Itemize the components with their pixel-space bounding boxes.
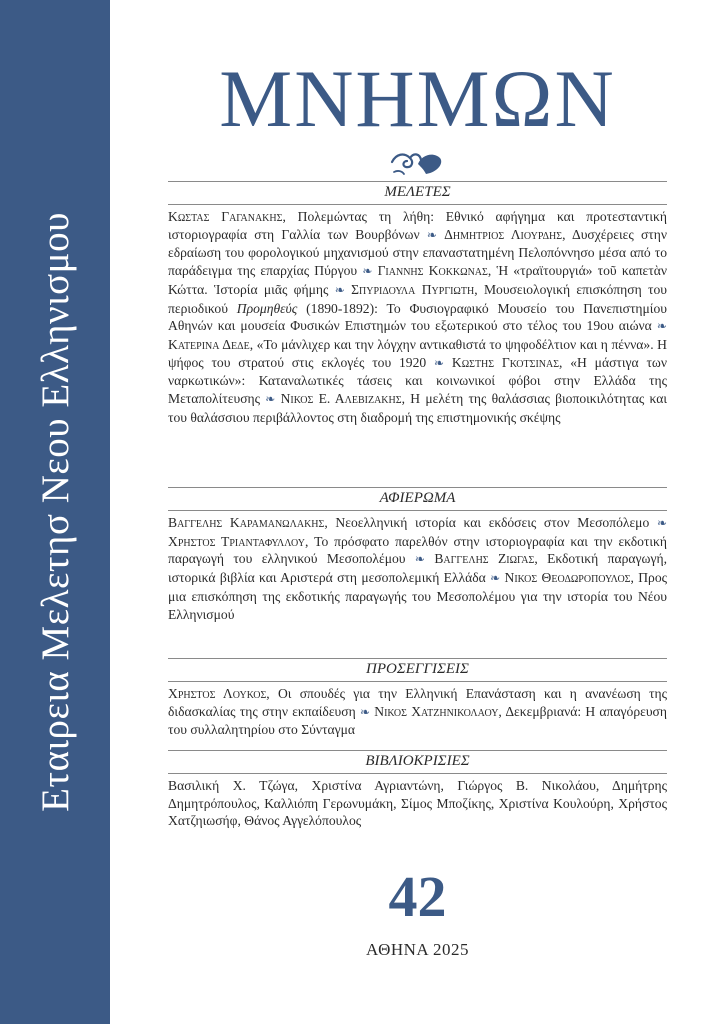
article-title: Η μελέτη της θαλάσσιας βιοποικιλότητας και του θαλάσσιου περιβάλλοντος στη διαδρομή της επιστημονικής σκέψης [168, 391, 667, 425]
author-name: Χρηστοσ Λουκοσ [168, 686, 267, 701]
section-title-vivliokrisies: ΒΙΒΛΙΟΚΡΙΣΙΕΣ [365, 753, 470, 769]
article-title: Εκδοτική παραγωγή, ιστορικά βιβλία και Αριστερά στη μεσοπολεμική Ελλάδα [168, 551, 667, 586]
author-name: Νικοσ Ε. Αλεβιζακησ [280, 391, 402, 407]
section-divider [168, 181, 667, 182]
article-title: Οι σπουδές για την Ελληνική Επανάσταση και η ανανέωση της διδασκαλίας της στην εκπαίδευση [168, 686, 667, 719]
article-title: Μουσειολογική επισκόπηση του περιοδικού [168, 281, 668, 316]
section-title-proseggiseis: ΠΡΟΣΕΓΓΙΣΕΙΣ [366, 661, 469, 677]
leaf-separator-icon: ❧ [265, 392, 276, 407]
article-title: Προς μια επισκόπηση της εκδοτικής παραγωγής του Μεσοπολέμου για την ιστορία του Νέου Ελληνισμού [168, 570, 668, 622]
article-title: «Η μάστιγα των ναρκωτικών»: Καταναλωτικές τάσεις και κοινωνικοί φόβοι στην Ελλάδα της Μεταπολίτευσης [168, 354, 668, 407]
section-divider [168, 658, 667, 659]
leaf-separator-icon: ❧ [426, 227, 437, 242]
leaf-separator-icon: ❧ [656, 516, 668, 530]
author-name: Χρηστοσ Τριανταφυλλου [168, 533, 305, 549]
sidebar-band [0, 0, 110, 1024]
author-name: Βαγγελησ Ζιωγασ [434, 551, 535, 567]
article-title: Ἡ «τραϊτουργιά» τοῦ καπετὰν Κώττα. Ἱστορία μιᾶς φήμης [168, 263, 667, 297]
afieroma-contents: Βαγγελησ Καραμανωλακησ, Νεοελληνική ιστορία και εκδόσεις στον Μεσοπόλεμο ❧ Χρηστοσ Τριανταφυλλου, Το πρόσφατο παρελθόν στην ιστοριογραφία και την εκδοτική παραγωγή του ελληνικού Μεσοπολέμου ❧ Βαγγελησ Ζιωγασ, Εκδοτική παραγωγή, ιστορικά βιβλία και Αριστερά στη μεσοπολεμική Ελλάδα ❧ Νικοσ Θεοδωροπουλοσ, Προς μια επισκόπηση της εκδοτικής παραγωγής του Μεσοπολέμου για την ιστορία του Νέου Ελληνισμού [168, 515, 668, 622]
author-name: Σπυριδουλα Πυργιωτη [351, 281, 475, 297]
periodical-title: Προμηθεύς [236, 300, 298, 316]
section-title-afieroma: ΑΦΙΕΡΩΜΑ [379, 490, 456, 506]
leaf-separator-icon: ❧ [359, 704, 371, 719]
author-name: Κατερινα Δεδε [168, 336, 250, 352]
section-title-meletes: ΜΕΛΕΤΕΣ [384, 184, 451, 200]
leaf-separator-icon: ❧ [414, 552, 425, 567]
article-title: (1890-1892): Το Φυσιογραφικό Μουσείο του Πανεπιστημίου Αθηνών και μουσεία Φυσικών Επιστημών του εξωτερικού στο τέλος του 19ου αιώνα [168, 300, 667, 334]
issue-place-year: ΑΘΗΝΑ 2025 [366, 940, 469, 959]
leaf-separator-icon: ❧ [656, 319, 667, 334]
author-name: Νικοσ Θεοδωροπουλοσ [504, 570, 631, 586]
proseggiseis-contents: Χρηστοσ Λουκοσ, Οι σπουδές για την Ελληνική Επανάσταση και η ανανέωση της διδασκαλίας της στην εκπαίδευση ❧ Νικοσ Χατζηνικολαου, Δεκεμβριανά: Η απαγόρευση του συλλαλητηρίου στο Σύνταγμα [168, 686, 667, 738]
author-name: Κωστησ Γκοτσινασ [451, 354, 560, 370]
journal-title: ΜΝΗΜΩΝ [219, 53, 616, 144]
book-reviewers: Βασιλική Χ. Τζώγα, Χριστίνα Αγριαντώνη, Γιώργος Β. Νικολάου, Δημήτρης Δημητρόπουλος, Καλλιόπη Γερωνυμάκη, Σίμος Μποζίκης, Χριστίνα Κουλούρη, Χρήστος Χατζηιωσήφ, Θάνος Αγγελόπουλος [168, 778, 667, 829]
society-name: Εταιρεια Μελετησ Νεου Ελληνισμου [33, 212, 77, 812]
author-name: Βαγγελησ Καραμανωλακησ [168, 515, 325, 530]
article-title: Το πρόσφατο παρελθόν στην ιστοριογραφία και την εκδοτική παραγωγή του ελληνικού Μεσοπολέμου [168, 533, 667, 567]
author-name: Γιαννησ Κοκκωνασ [377, 263, 488, 279]
leaf-separator-icon: ❧ [334, 282, 345, 297]
leaf-separator-icon: ❧ [434, 355, 445, 370]
article-title: Δυσχέρειες στην εδραίωση του φορολογικού μηχανισμού στην επαναστατημένη Πελοπόννησο μέσα από το παράδειγμα της επαρχίας Πύργου [168, 226, 667, 279]
article-title: Νεοελληνική ιστορία και εκδόσεις στον Μεσοπόλεμο [335, 515, 650, 530]
section-divider [168, 773, 667, 774]
ivy-leaf-ornament-icon [388, 142, 448, 178]
author-name: Δημητριοσ Λιουρδησ [444, 226, 563, 242]
section-divider [168, 510, 667, 511]
article-title: Δεκεμβριανά: Η απαγόρευση του συλλαλητηρίου στο Σύνταγμα [168, 703, 667, 738]
issue-number: 42 [388, 864, 447, 929]
leaf-separator-icon: ❧ [490, 571, 501, 586]
section-divider [168, 681, 667, 682]
section-divider [168, 204, 667, 205]
section-divider [168, 750, 667, 751]
author-name: Νικοσ Χατζηνικολαου [374, 703, 499, 719]
author-name: Κωστασ Γαγανακησ [168, 209, 283, 224]
section-divider [168, 487, 667, 488]
leaf-separator-icon: ❧ [362, 264, 373, 279]
cover-main [168, 0, 667, 1024]
article-title: «Το μάνλιχερ και την λόγχην αντικαθιστά το ψηφοδέλτιον και η πέννα». Η ψήφος του στρατού στις εκλογές του 1920 [168, 336, 667, 370]
meletes-contents: Κωστασ Γαγανακησ, Πολεμώντας τη λήθη: Εθνικό αφήγημα και προτεσταντική ιστοριογραφία στη Γαλλία των Βουρβόνων ❧ Δημητριοσ Λιουρδησ, Δυσχέρειες στην εδραίωση του φορολογικού μηχανισμού στην επαναστατημένη Πελοπόννησο μέσα από το παράδειγμα της επαρχίας Πύργου ❧ Γιαννησ Κοκκωνασ, Ἡ «τραϊτουργιά» τοῦ καπετὰν Κώττα. Ἱστορία μιᾶς φήμης ❧ Σπυριδουλα Πυργιωτη, Μουσειολογική επισκόπηση του περιοδικού Προμηθεύς (1890-1892): Το Φυσιογραφικό Μουσείο του Πανεπιστημίου Αθηνών και μουσεία Φυσικών Επιστημών του εξωτερικού στο τέλος του 19ου αιώνα ❧ Κατερινα Δεδε, «Το μάνλιχερ και την λόγχην αντικαθιστά το ψηφοδέλτιον και η πέννα». Η ψήφος του στρατού στις εκλογές του 1920 ❧ Κωστησ Γκοτσινασ, «Η μάστιγα των ναρκωτικών»: Καταναλωτικές τάσεις και κοινωνικοί φόβοι στην Ελλάδα της Μεταπολίτευσης ❧ Νικοσ Ε. Αλεβιζακησ, Η μελέτη της θαλάσσιας βιοποικιλότητας και του θαλάσσιου περιβάλλοντος στη διαδρομή της επιστημονικής σκέψης [168, 209, 668, 425]
article-title: Πολεμώντας τη λήθη: Εθνικό αφήγημα και προτεσταντική ιστοριογραφία στη Γαλλία των Βουρβόνων [168, 209, 667, 242]
